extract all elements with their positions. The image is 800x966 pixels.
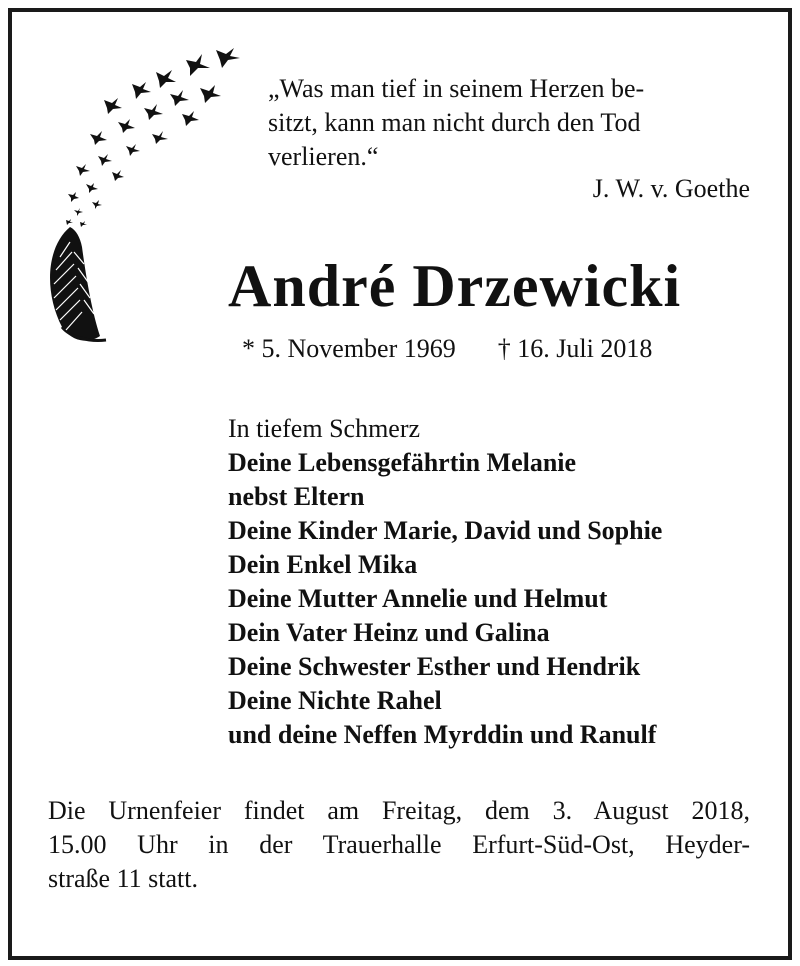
life-dates [242, 332, 652, 366]
mourner-line: Deine Schwester Esther und Hendrik [228, 652, 641, 681]
mourners-intro: In tiefem Schmerz [228, 414, 421, 443]
deceased-name: André Drzewicki [228, 253, 682, 319]
death-date: † 16. Juli 2018 [497, 334, 653, 363]
quote-author: J. W. v. Goethe [592, 174, 750, 203]
mourner-line: Deine Nichte Rahel [228, 686, 442, 715]
feather-birds-icon [40, 42, 240, 347]
mourner-line: Dein Enkel Mika [228, 550, 418, 579]
birth-date: * 5. November 1969 [242, 334, 456, 363]
service-line: straße 11 statt. [48, 864, 198, 893]
mourner-line: nebst Eltern [228, 482, 365, 511]
quote-text [268, 72, 728, 174]
service-line: Die Urnenfeier findet am Freitag, dem 3. August 2018, [48, 796, 750, 825]
mourner-line: Dein Vater Heinz und Galina [228, 618, 550, 647]
service-info [48, 794, 750, 896]
mourners-list [228, 412, 662, 752]
quote-line: verlieren.“ [268, 142, 379, 171]
mourner-line: und deine Neffen Myrddin und Ranulf [228, 720, 657, 749]
mourner-line: Deine Lebensgefährtin Melanie [228, 448, 577, 477]
quote-line: sitzt, kann man nicht durch den Tod [268, 108, 641, 137]
mourner-line: Deine Kinder Marie, David und Sophie [228, 516, 663, 545]
mourner-line: Deine Mutter Annelie und Helmut [228, 584, 608, 613]
service-line: 15.00 Uhr in der Trauerhalle Erfurt-Süd-Ost, Heyder- [48, 830, 750, 859]
quote-line: „Was man tief in seinem Herzen be- [268, 74, 645, 103]
